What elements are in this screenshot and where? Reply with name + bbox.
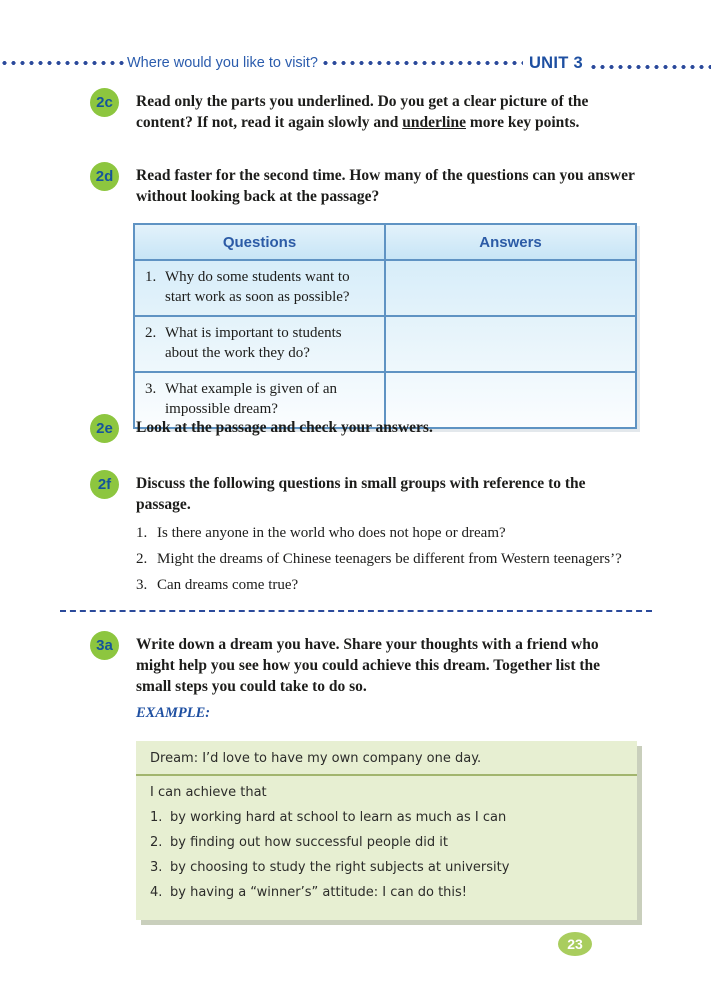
achieve-step [150, 884, 623, 902]
table-row [134, 316, 636, 372]
dream-statement: Dream: I’d love to have my own company one day. [136, 741, 637, 776]
list-item [136, 576, 676, 594]
activity-2c [90, 88, 662, 133]
unit-label: UNIT 3 [528, 53, 583, 72]
step-text: by finding out how successful people did it [170, 835, 448, 850]
dashed-divider [60, 610, 652, 612]
table-header-row [134, 224, 636, 260]
activity-badge-3a: 3a [90, 631, 119, 660]
activity-2f [90, 470, 662, 515]
item-text: Might the dreams of Chinese teenagers be different from Western teenagers’? [157, 551, 622, 567]
activity-badge-2c: 2c [90, 88, 119, 117]
activity-2f-instruction: Discuss the following questions in small groups with reference to the passage. [136, 475, 586, 513]
activity-3a [90, 631, 662, 697]
example-box [136, 741, 637, 920]
activity-2c-instruction [136, 88, 636, 133]
achieve-list [136, 776, 637, 902]
step-number: 1. [150, 810, 163, 825]
instruction-text: Read only the parts you underlined. Do you get a clear picture of the content? If not, read it again slowly and [136, 93, 589, 131]
step-text: by working hard at school to learn as much as I can [170, 810, 507, 825]
activity-2e [90, 414, 662, 443]
question-number: 2. [145, 325, 157, 341]
instruction-text: more key points. [465, 114, 580, 131]
answer-cell [385, 316, 636, 372]
page-number-badge: 23 [558, 932, 592, 956]
item-number: 1. [136, 525, 148, 541]
question-text: What example is given of an impossible dream? [165, 381, 338, 417]
page-header [0, 52, 711, 74]
item-text: Can dreams come true? [157, 577, 299, 593]
activity-2d [90, 162, 662, 207]
dotted-rule-right [589, 64, 711, 70]
activity-badge-2f: 2f [90, 470, 119, 499]
step-text: by having a “winner’s” attitude: I can do this! [170, 885, 468, 900]
activity-badge-2e: 2e [90, 414, 119, 443]
achieve-step [150, 834, 623, 852]
achieve-step [150, 859, 623, 877]
questions-column-header: Questions [134, 224, 385, 260]
item-number: 2. [136, 551, 148, 567]
question-number: 1. [145, 269, 157, 285]
answers-column-header: Answers [385, 224, 636, 260]
question-text: What is important to students about the work they do? [165, 325, 342, 361]
list-item [136, 524, 676, 542]
header-title: Where would you like to visit? [127, 55, 318, 71]
answer-cell [385, 260, 636, 316]
example-label: EXAMPLE: [136, 705, 211, 721]
dotted-rule-middle [321, 60, 523, 66]
question-number: 3. [145, 381, 157, 397]
step-number: 4. [150, 885, 163, 900]
activity-badge-2d: 2d [90, 162, 119, 191]
activity-2e-instruction: Look at the passage and check your answers. [136, 419, 433, 436]
achieve-step [150, 809, 623, 827]
list-item [136, 550, 676, 568]
item-number: 3. [136, 577, 148, 593]
question-cell [134, 316, 385, 372]
underlined-word: underline [402, 114, 466, 131]
item-text: Is there anyone in the world who does not hope or dream? [157, 525, 506, 541]
question-cell [134, 260, 385, 316]
step-number: 3. [150, 860, 163, 875]
discussion-question-list [136, 524, 676, 602]
table-row [134, 260, 636, 316]
activity-3a-instruction: Write down a dream you have. Share your thoughts with a friend who might help you see how you could achieve this dream. Together list the small steps you could take to do so. [136, 636, 601, 695]
step-text: by choosing to study the right subjects at university [170, 860, 510, 875]
dotted-rule-left [0, 60, 127, 66]
activity-2d-instruction: Read faster for the second time. How many of the questions can you answer without looking back at the passage? [136, 167, 635, 205]
question-text: Why do some students want to start work as soon as possible? [165, 269, 350, 305]
questions-answers-table [133, 223, 637, 429]
achieve-intro: I can achieve that [150, 785, 267, 800]
step-number: 2. [150, 835, 163, 850]
